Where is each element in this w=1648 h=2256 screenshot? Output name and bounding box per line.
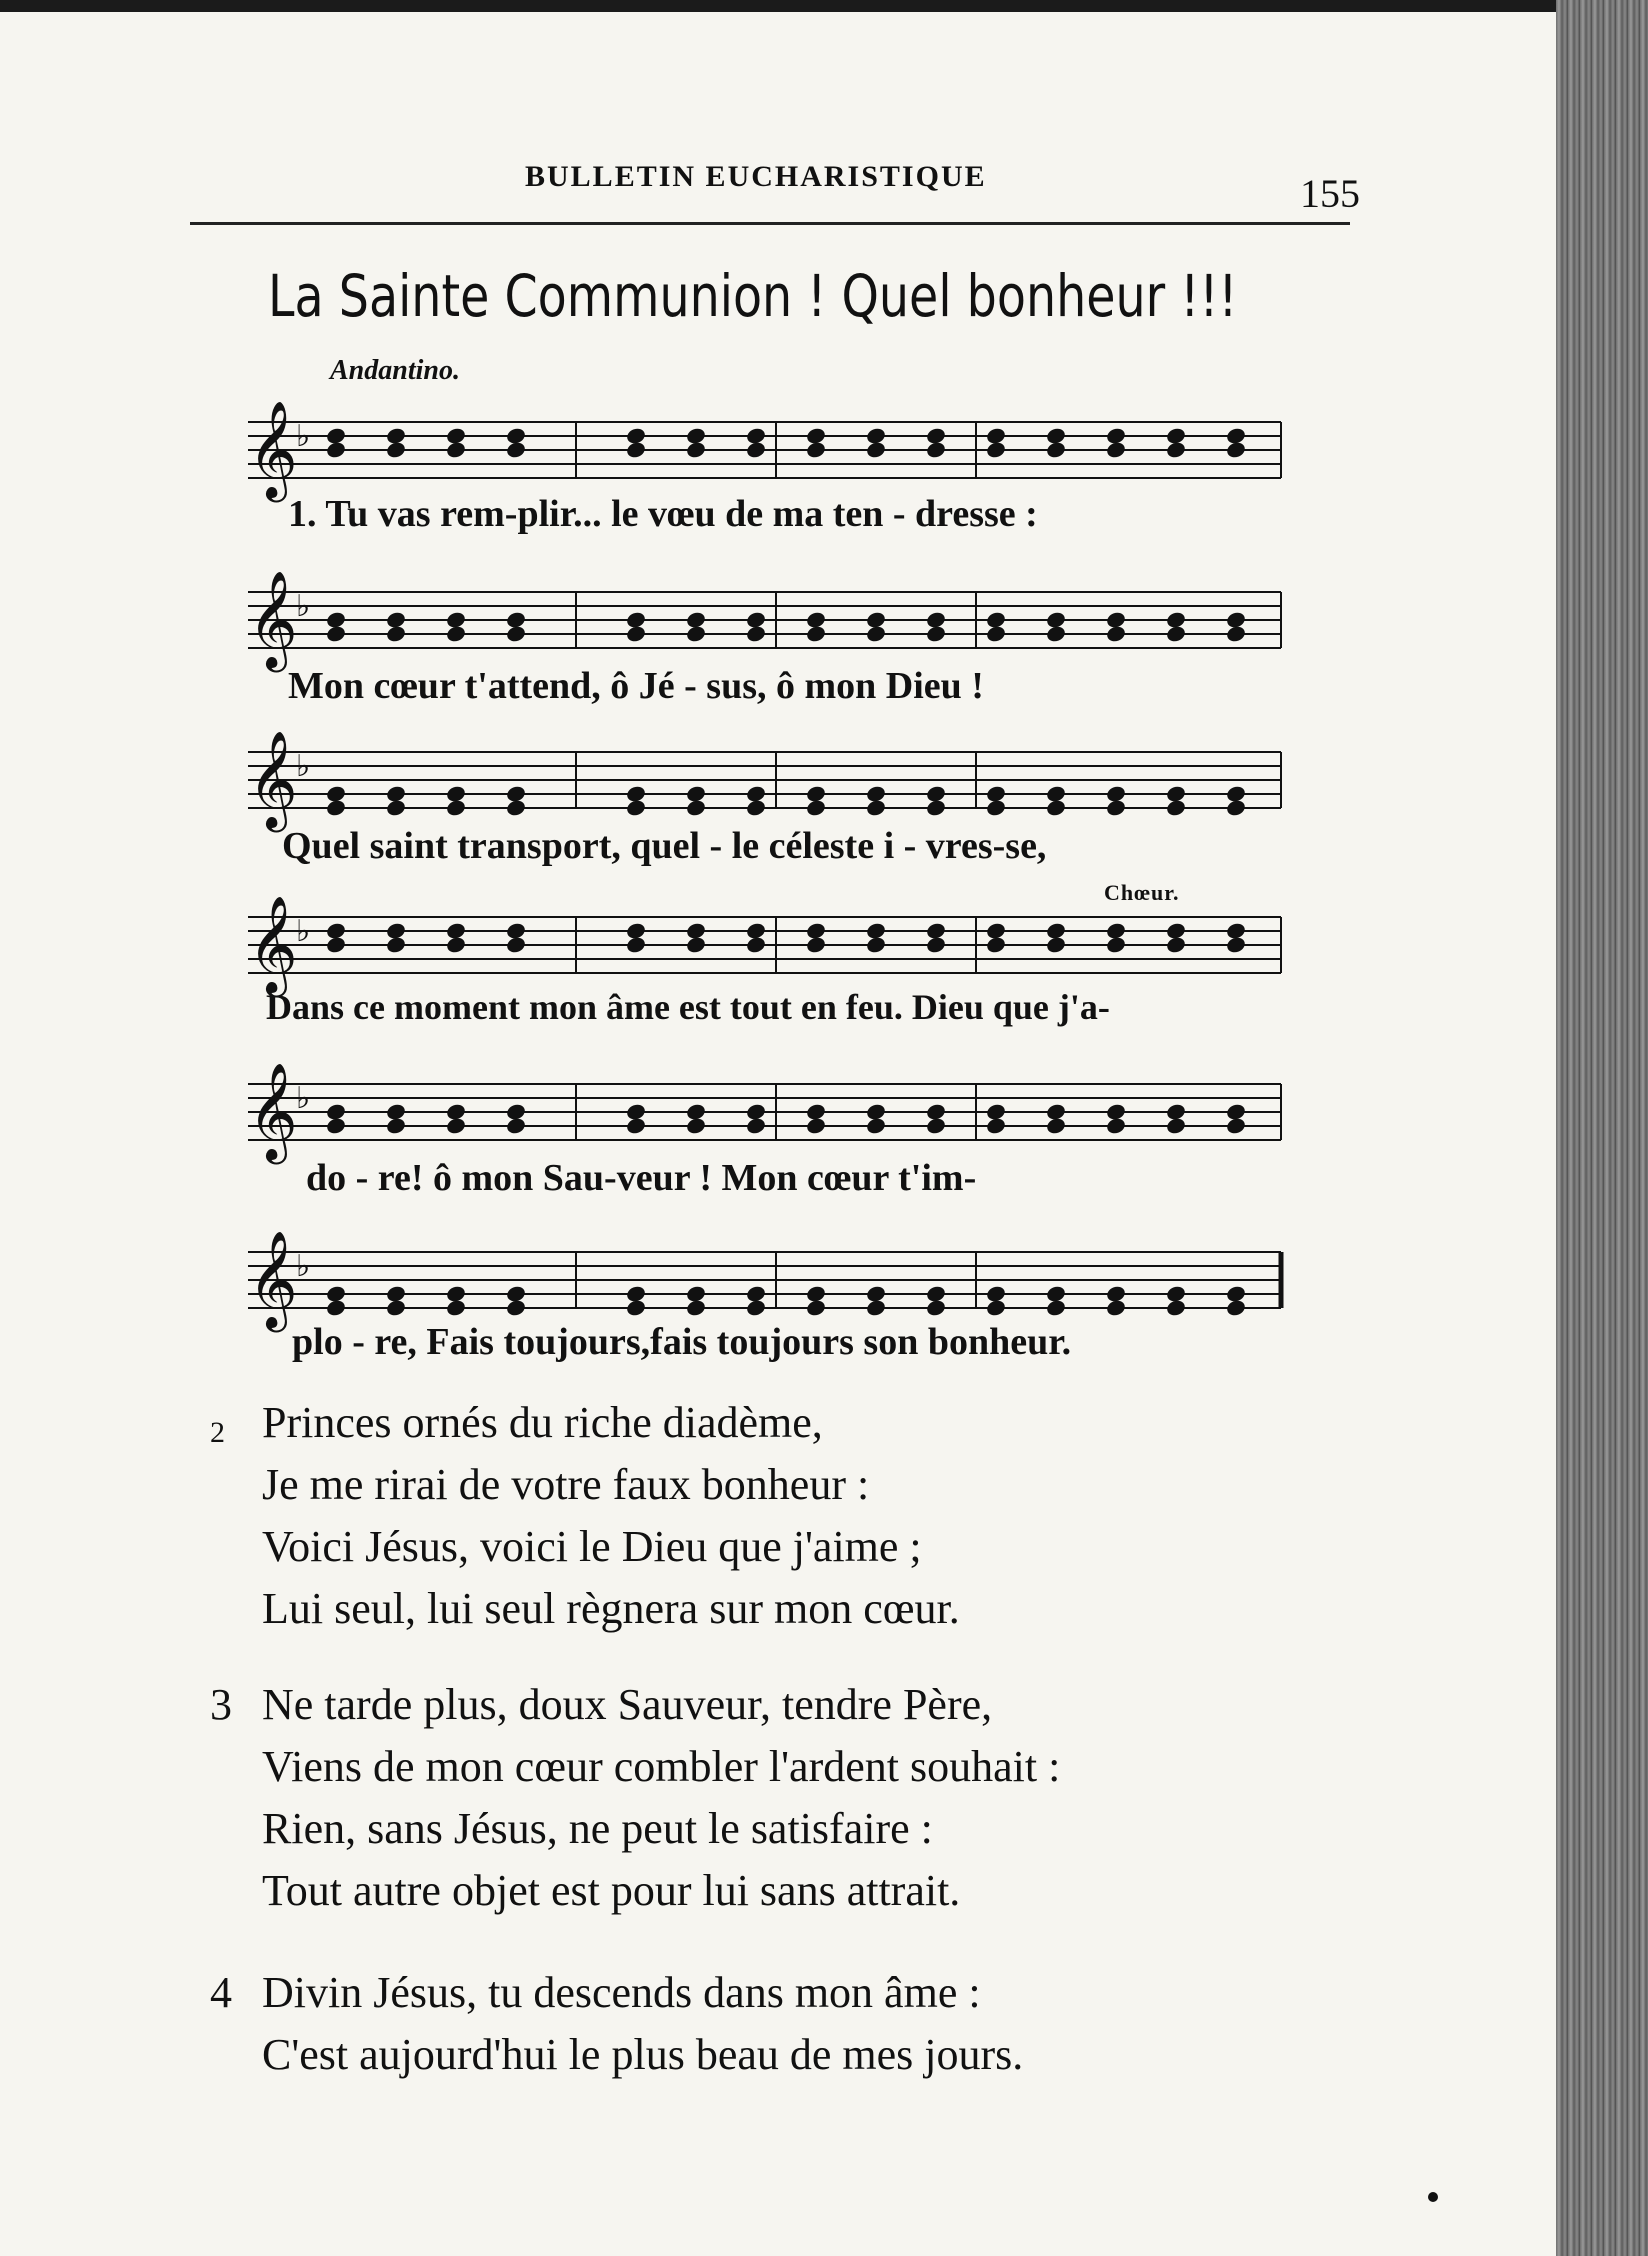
note-head (685, 921, 707, 940)
note-head (1045, 1298, 1067, 1317)
note-head (385, 935, 407, 954)
note-head (445, 610, 467, 629)
note-head (445, 1298, 467, 1317)
note-head (1045, 440, 1067, 459)
flat-sign-icon: ♭ (296, 1249, 311, 1284)
note-head (685, 1284, 707, 1303)
note-head (385, 1284, 407, 1303)
note-head (325, 798, 347, 817)
note-head (1225, 1102, 1247, 1121)
note-head (1045, 921, 1067, 940)
tempo-marking: Andantino. (330, 355, 460, 386)
note-head (505, 1102, 527, 1121)
note-head (745, 624, 767, 643)
note-head (325, 1298, 347, 1317)
note-head (1105, 1284, 1127, 1303)
page-number: 155 (1300, 171, 1360, 216)
note-head (925, 798, 947, 817)
stanza-line: Lui seul, lui seul règnera sur mon cœur. (262, 1584, 960, 1633)
note-head (505, 1284, 527, 1303)
note-head (625, 1298, 647, 1317)
note-head (625, 440, 647, 459)
note-head (745, 921, 767, 940)
note-head (325, 935, 347, 954)
note-head (805, 935, 827, 954)
note-head (805, 426, 827, 445)
note-head (985, 440, 1007, 459)
note-head (625, 426, 647, 445)
note-head (505, 935, 527, 954)
note-head (805, 610, 827, 629)
stanza-line: C'est aujourd'hui le plus beau de mes jours. (262, 2030, 1024, 2079)
ink-dot (1428, 2192, 1438, 2202)
treble-clef-icon: 𝄞 (248, 895, 298, 993)
note-head (985, 1102, 1007, 1121)
note-head (925, 1116, 947, 1135)
stanza-line: Viens de mon cœur combler l'ardent souhait : (262, 1742, 1061, 1791)
note-head (805, 1116, 827, 1135)
book-page (0, 12, 1556, 2256)
note-head (1225, 935, 1247, 954)
note-head (745, 935, 767, 954)
note-head (1045, 624, 1067, 643)
note-head (625, 798, 647, 817)
note-head (685, 426, 707, 445)
note-head (1105, 798, 1127, 817)
note-head (1165, 1284, 1187, 1303)
note-head (445, 1102, 467, 1121)
note-head (1225, 624, 1247, 643)
note-head (865, 610, 887, 629)
note-head (685, 1116, 707, 1135)
note-head (1105, 1298, 1127, 1317)
treble-clef-icon: 𝄞 (248, 730, 298, 828)
note-head (805, 440, 827, 459)
note-head (505, 440, 527, 459)
note-head (685, 624, 707, 643)
note-head (985, 426, 1007, 445)
note-head (685, 610, 707, 629)
stanza-line: Rien, sans Jésus, ne peut le satisfaire : (262, 1804, 933, 1853)
note-head (985, 1116, 1007, 1135)
treble-clef-icon: 𝄞 (248, 1230, 298, 1328)
note-head (325, 440, 347, 459)
note-head (1225, 1116, 1247, 1135)
song-title: La Sainte Communion ! Quel bonheur !!! (268, 262, 1238, 330)
note-head (685, 784, 707, 803)
note-head (925, 426, 947, 445)
note-head (925, 610, 947, 629)
running-head: BULLETIN EUCHARISTIQUE (525, 160, 987, 193)
note-head (865, 1284, 887, 1303)
note-head (685, 798, 707, 817)
note-head (505, 1298, 527, 1317)
note-head (1165, 784, 1187, 803)
note-head (1165, 798, 1187, 817)
note-head (1105, 1116, 1127, 1135)
note-head (445, 624, 467, 643)
note-head (325, 1284, 347, 1303)
flat-sign-icon: ♭ (296, 914, 311, 949)
note-head (445, 784, 467, 803)
note-head (325, 426, 347, 445)
note-head (985, 935, 1007, 954)
note-head (865, 426, 887, 445)
note-head (925, 624, 947, 643)
note-head (805, 1284, 827, 1303)
lyric-line-5: do - re! ô mon Sau-veur ! Mon cœur t'im- (306, 1157, 977, 1199)
note-head (385, 1298, 407, 1317)
note-head (1165, 1102, 1187, 1121)
note-head (1225, 921, 1247, 940)
header-rule (190, 222, 1350, 225)
note-head (325, 610, 347, 629)
note-head (745, 1116, 767, 1135)
note-head (685, 1298, 707, 1317)
note-head (1045, 1116, 1067, 1135)
note-head (385, 1102, 407, 1121)
note-head (1165, 1116, 1187, 1135)
flat-sign-icon: ♭ (296, 419, 311, 454)
note-head (1105, 784, 1127, 803)
note-head (805, 784, 827, 803)
note-head (865, 624, 887, 643)
note-head (985, 624, 1007, 643)
note-head (865, 921, 887, 940)
note-head (1045, 426, 1067, 445)
note-head (925, 1284, 947, 1303)
note-head (505, 1116, 527, 1135)
note-head (925, 784, 947, 803)
note-head (1165, 426, 1187, 445)
note-head (925, 1298, 947, 1317)
lyric-line-4: Dans ce moment mon âme est tout en feu. Dieu que j'a- (266, 987, 1110, 1027)
note-head (1225, 440, 1247, 459)
note-head (1225, 426, 1247, 445)
note-head (805, 1102, 827, 1121)
stanza-line: Tout autre objet est pour lui sans attrait. (262, 1866, 961, 1915)
note-head (445, 1284, 467, 1303)
note-head (1045, 610, 1067, 629)
note-head (385, 784, 407, 803)
stanza-line: Ne tarde plus, doux Sauveur, tendre Père, (262, 1680, 993, 1729)
note-head (745, 784, 767, 803)
note-head (1105, 426, 1127, 445)
note-head (505, 784, 527, 803)
treble-clef-icon: 𝄞 (248, 1062, 298, 1160)
page-edge (1556, 0, 1648, 2256)
note-head (505, 624, 527, 643)
note-head (325, 1102, 347, 1121)
note-head (745, 1284, 767, 1303)
note-head (1045, 935, 1067, 954)
note-head (985, 1284, 1007, 1303)
note-head (985, 798, 1007, 817)
note-head (505, 610, 527, 629)
note-head (625, 1116, 647, 1135)
note-head (385, 610, 407, 629)
note-head (625, 784, 647, 803)
stanza-number: 2 (210, 1416, 225, 1449)
choeur-marking: Chœur. (1104, 880, 1180, 905)
note-head (1165, 921, 1187, 940)
note-head (385, 624, 407, 643)
note-head (625, 1284, 647, 1303)
note-head (445, 921, 467, 940)
note-head (805, 1298, 827, 1317)
note-head (625, 610, 647, 629)
note-head (985, 784, 1007, 803)
note-head (865, 1116, 887, 1135)
note-head (1105, 440, 1127, 459)
note-head (925, 935, 947, 954)
note-head (865, 784, 887, 803)
note-head (865, 440, 887, 459)
lyric-line-2: Mon cœur t'attend, ô Jé - sus, ô mon Dieu ! (288, 665, 984, 707)
note-head (445, 798, 467, 817)
note-head (925, 921, 947, 940)
note-head (1225, 1298, 1247, 1317)
note-head (1105, 1102, 1127, 1121)
note-head (445, 440, 467, 459)
stanza-number: 4 (210, 1968, 232, 2017)
note-head (925, 1102, 947, 1121)
note-head (865, 1102, 887, 1121)
note-head (445, 935, 467, 954)
note-head (1045, 1284, 1067, 1303)
note-head (685, 440, 707, 459)
note-head (745, 610, 767, 629)
note-head (865, 1298, 887, 1317)
note-head (625, 1102, 647, 1121)
note-head (1225, 1284, 1247, 1303)
note-head (325, 624, 347, 643)
stanza-number: 3 (210, 1680, 232, 1729)
note-head (865, 935, 887, 954)
note-head (745, 440, 767, 459)
note-head (985, 921, 1007, 940)
note-head (1225, 610, 1247, 629)
note-head (385, 440, 407, 459)
flat-sign-icon: ♭ (296, 749, 311, 784)
note-head (745, 1298, 767, 1317)
note-head (865, 798, 887, 817)
note-head (505, 798, 527, 817)
note-head (685, 1102, 707, 1121)
note-head (805, 624, 827, 643)
note-head (985, 1298, 1007, 1317)
note-head (1105, 610, 1127, 629)
note-head (1105, 624, 1127, 643)
note-head (745, 1102, 767, 1121)
note-head (445, 1116, 467, 1135)
note-head (505, 426, 527, 445)
note-head (625, 624, 647, 643)
note-head (805, 921, 827, 940)
note-head (1105, 935, 1127, 954)
flat-sign-icon: ♭ (296, 1081, 311, 1116)
note-head (925, 440, 947, 459)
note-head (505, 921, 527, 940)
lyric-line-3: Quel saint transport, quel - le céleste i - vres-se, (282, 825, 1047, 867)
stanza-line: Voici Jésus, voici le Dieu que j'aime ; (262, 1522, 922, 1571)
note-head (445, 426, 467, 445)
note-head (385, 798, 407, 817)
stanza-line: Je me rirai de votre faux bonheur : (262, 1460, 870, 1509)
note-head (1225, 784, 1247, 803)
flat-sign-icon: ♭ (296, 589, 311, 624)
note-head (1165, 440, 1187, 459)
note-head (1045, 784, 1067, 803)
note-head (745, 798, 767, 817)
stanza-line: Divin Jésus, tu descends dans mon âme : (262, 1968, 981, 2017)
note-head (325, 921, 347, 940)
treble-clef-icon: 𝄞 (248, 570, 298, 668)
note-head (1165, 610, 1187, 629)
lyric-line-6: plo - re, Fais toujours,fais toujours son bonheur. (292, 1321, 1072, 1363)
note-head (985, 610, 1007, 629)
note-head (1225, 798, 1247, 817)
note-head (805, 798, 827, 817)
note-head (1105, 921, 1127, 940)
note-head (385, 426, 407, 445)
note-head (1045, 1102, 1067, 1121)
note-head (625, 921, 647, 940)
note-head (745, 426, 767, 445)
stanza-line: Princes ornés du riche diadème, (262, 1398, 823, 1447)
note-head (1165, 935, 1187, 954)
note-head (325, 784, 347, 803)
treble-clef-icon: 𝄞 (248, 400, 298, 498)
note-head (385, 1116, 407, 1135)
note-head (1165, 1298, 1187, 1317)
note-head (1165, 624, 1187, 643)
note-head (325, 1116, 347, 1135)
note-head (1045, 798, 1067, 817)
note-head (685, 935, 707, 954)
note-head (385, 921, 407, 940)
lyric-line-1: 1. Tu vas rem-plir... le vœu de ma ten - dresse : (288, 493, 1038, 535)
note-head (625, 935, 647, 954)
